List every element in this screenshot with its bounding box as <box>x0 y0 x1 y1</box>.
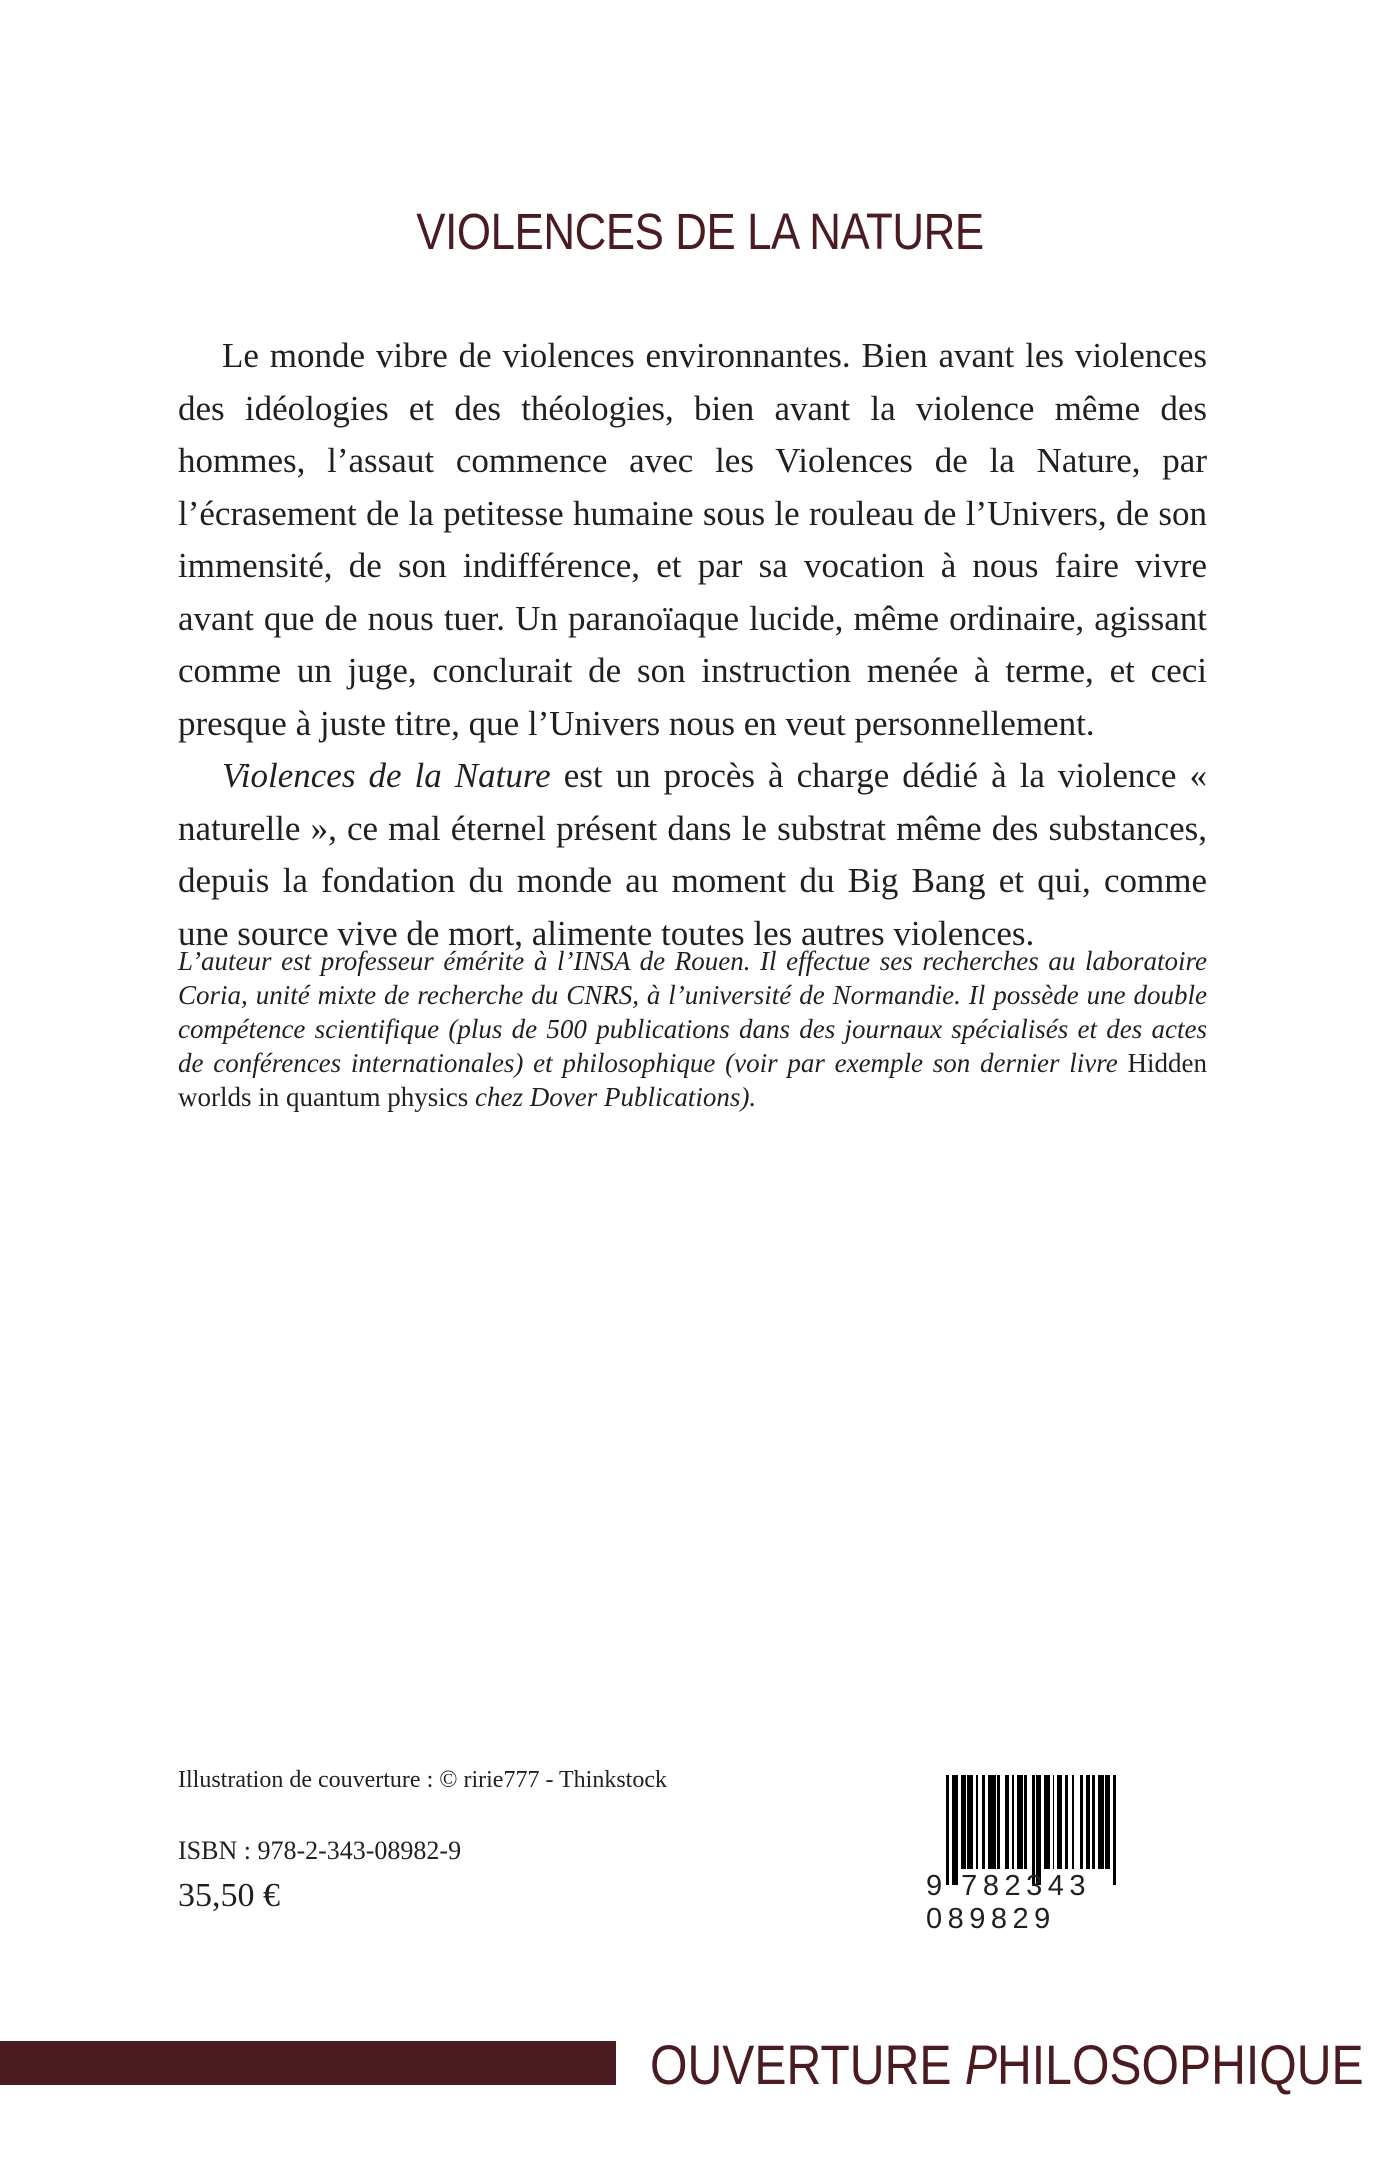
book-title-italic: Violences de la Nature <box>222 756 551 795</box>
author-book-title: Hidden worlds in quantum physics <box>178 1048 1207 1112</box>
collection-name-italic: P <box>964 2033 998 2096</box>
collection-name-part-1: OUVERTURE <box>650 2033 965 2096</box>
collection-name <box>650 2032 1364 2097</box>
blurb <box>178 330 1207 960</box>
barcode-bar <box>988 1775 996 1869</box>
barcode-bar <box>1116 1775 1119 1885</box>
blurb-paragraph-2 <box>178 750 1207 960</box>
author-bio-text: L’auteur est professeur émérite à l’INSA de Rouen. Il effectue ses recherches au laboratoire Coria, unité mixte de recherche du CNRS, à l’université de Normandie. Il possède une double compétence scientifique (plus de 500 publications dans des journaux spécialisés et des actes de conférences internationales) et philosophique (voir par exemple son dernier livre <box>178 946 1207 1078</box>
cover-credits: Illustration de couverture : © ririe777 - Thinkstock <box>178 1767 667 1793</box>
author-bio <box>178 944 1207 1114</box>
book-title: VIOLENCES DE LA NATURE <box>416 203 984 261</box>
price: 35,50 € <box>178 1877 280 1914</box>
blurb-paragraph-2-text: est un procès à charge dédié à la violence « naturelle », ce mal éternel présent dans le substrat même des substances, depuis la fondation du monde au moment du Big Bang et qui, comme une source vive de mort, alimente toutes les autres violences. <box>178 756 1207 953</box>
collection-band <box>0 2041 616 2085</box>
barcode-digits: 9 782343 089829 <box>926 1870 1091 1935</box>
blurb-paragraph-1: Le monde vibre de violences environnantes. Bien avant les violences des idéologies et des théologies, bien avant la violence même des hommes, l’assaut commence avec les Violences de la Nature, par l’écrasement de la petitesse humaine sous le rouleau de l’Univers, de son immensité, de son indifférence, et par sa vocation à nous faire vivre avant que de nous tuer. Un paranoïaque lucide, même ordinaire, agissant comme un juge, conclurait de son instruction menée à terme, et ceci presque à juste titre, que l’Univers nous en veut personnellement. <box>178 336 1207 743</box>
isbn: ISBN : 978-2-343-08982-9 <box>178 1836 462 1865</box>
collection-name-part-3: HILOSOPHIQUE <box>997 2033 1364 2096</box>
author-bio-end: chez Dover Publications). <box>468 1082 757 1112</box>
